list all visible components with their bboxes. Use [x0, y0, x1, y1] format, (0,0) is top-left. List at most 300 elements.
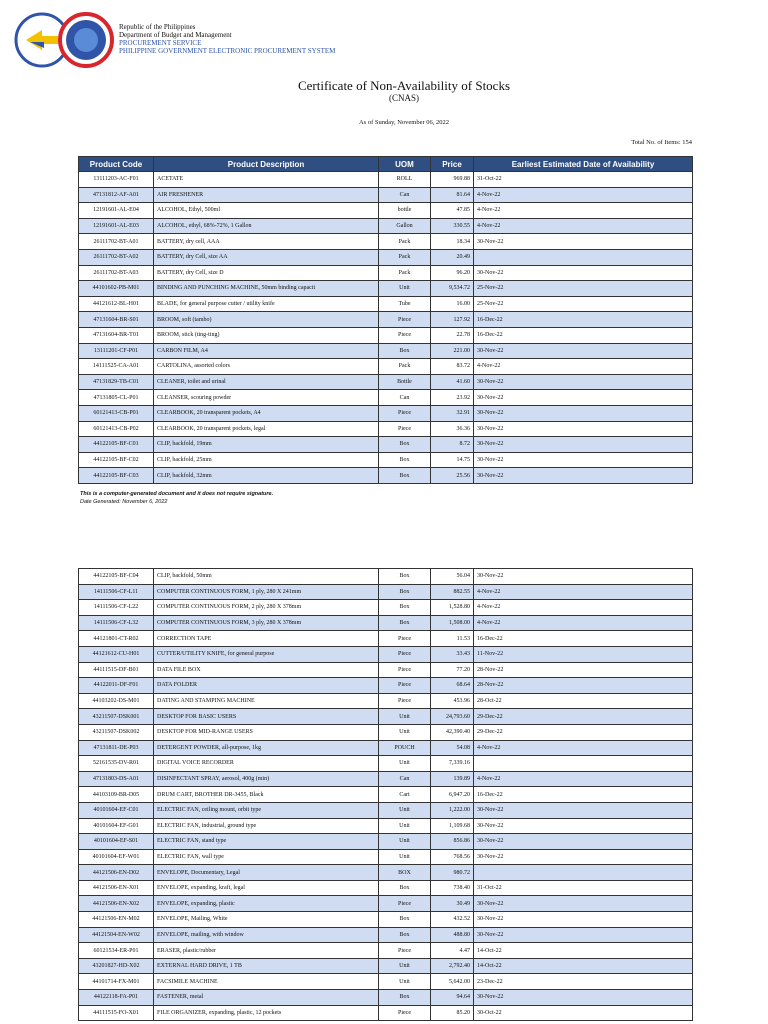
uom-cell: Piece	[379, 327, 431, 343]
uom-cell: Piece	[379, 693, 431, 709]
price-cell: 24,793.60	[431, 709, 474, 725]
price-cell: 36.36	[431, 421, 474, 437]
product-description-cell: DATA FOLDER	[154, 678, 379, 694]
price-cell: 768.56	[431, 849, 474, 865]
product-description-cell: CLEARBOOK, 20 transparent pockets, A4	[154, 405, 379, 421]
availability-date-cell: 30-Nov-22	[474, 405, 693, 421]
price-cell: 738.40	[431, 880, 474, 896]
price-cell: 23.92	[431, 390, 474, 406]
availability-date-cell: 4-Nov-22	[474, 615, 693, 631]
product-description-cell: BINDING AND PUNCHING MACHINE, 50mm binding capacit	[154, 281, 379, 297]
uom-cell: Unit	[379, 958, 431, 974]
product-description-cell: DIGITAL VOICE RECORDER	[154, 756, 379, 772]
uom-cell: Piece	[379, 662, 431, 678]
product-description-cell: DISINFECTANT SPRAY, aerosol, 400g (min)	[154, 771, 379, 787]
table-row	[79, 584, 693, 600]
price-cell: 127.92	[431, 312, 474, 328]
product-description-cell: ACETATE	[154, 172, 379, 188]
product-description-cell: CLIP, backfold, 32mm	[154, 468, 379, 484]
price-cell: 42,390.40	[431, 724, 474, 740]
uom-cell: Unit	[379, 834, 431, 850]
availability-date-cell: 30-Nov-22	[474, 234, 693, 250]
product-code-cell: 12191601-AL-E03	[79, 218, 154, 234]
availability-date-cell: 4-Nov-22	[474, 584, 693, 600]
availability-date-cell: 25-Nov-22	[474, 281, 693, 297]
product-description-cell: CARTOLINA, assorted colors	[154, 359, 379, 375]
uom-cell: Box	[379, 343, 431, 359]
product-code-cell: 44121506-EN-X02	[79, 896, 154, 912]
table-row	[79, 646, 693, 662]
product-description-cell: BROOM, stick (ting-ting)	[154, 327, 379, 343]
uom-cell: Pack	[379, 249, 431, 265]
product-code-cell: 47131805-CL-P01	[79, 390, 154, 406]
product-code-cell: 47131812-AF-A01	[79, 187, 154, 203]
availability-date-cell: 30-Nov-22	[474, 834, 693, 850]
product-code-cell: 14111506-CF-L32	[79, 615, 154, 631]
col-header-availability-date: Earliest Estimated Date of Availability	[474, 157, 693, 172]
table-row	[79, 249, 693, 265]
product-code-cell: 14111525-CA-A01	[79, 359, 154, 375]
product-code-cell: 52161535-DV-R01	[79, 756, 154, 772]
table-row	[79, 834, 693, 850]
product-description-cell: FACSIMILE MACHINE	[154, 974, 379, 990]
uom-cell: Box	[379, 615, 431, 631]
product-description-cell: DATA FILE BOX	[154, 662, 379, 678]
product-description-cell: ENVELOPE, expanding, kraft, legal	[154, 880, 379, 896]
price-cell: 7,339.16	[431, 756, 474, 772]
availability-date-cell: 4-Nov-22	[474, 187, 693, 203]
product-description-cell: ENVELOPE, Mailing, White	[154, 912, 379, 928]
document-subtitle: (CNAS)	[388, 93, 419, 103]
table-row	[79, 724, 693, 740]
product-code-cell: 60121413-CB-P01	[79, 405, 154, 421]
table-row	[79, 880, 693, 896]
product-description-cell: ALCOHOL, Ethyl, 500ml	[154, 203, 379, 219]
product-description-cell: AIR FRESHENER	[154, 187, 379, 203]
table-row	[79, 740, 693, 756]
price-cell: 856.86	[431, 834, 474, 850]
uom-cell: Box	[379, 452, 431, 468]
product-description-cell: DESKTOP FOR BASIC USERS	[154, 709, 379, 725]
availability-date-cell: 4-Nov-22	[474, 203, 693, 219]
table-row	[79, 787, 693, 803]
table-row	[79, 849, 693, 865]
price-cell: 25.56	[431, 468, 474, 484]
product-description-cell: COMPUTER CONTINUOUS FORM, 1 ply, 280 X 241mm	[154, 584, 379, 600]
product-code-cell: 44122011-DF-F01	[79, 678, 154, 694]
availability-date-cell: 30-Nov-22	[474, 802, 693, 818]
uom-cell: Piece	[379, 421, 431, 437]
product-description-cell: CLEANSER, scouring powder	[154, 390, 379, 406]
table-row	[79, 374, 693, 390]
uom-cell: Unit	[379, 724, 431, 740]
price-cell: 2,792.40	[431, 958, 474, 974]
table-row	[79, 865, 693, 881]
uom-cell: Piece	[379, 896, 431, 912]
price-cell: 14.75	[431, 452, 474, 468]
product-code-cell: 40101604-EF-C01	[79, 802, 154, 818]
availability-date-cell: 30-Nov-22	[474, 927, 693, 943]
product-description-cell: CLIP, backfold, 25mm	[154, 452, 379, 468]
product-code-cell: 44101602-PB-M01	[79, 281, 154, 297]
uom-cell: POUCH	[379, 740, 431, 756]
table-row	[79, 709, 693, 725]
product-code-cell: 44121801-CT-R02	[79, 631, 154, 647]
uom-cell: bottle	[379, 203, 431, 219]
table-row	[79, 265, 693, 281]
table-row	[79, 974, 693, 990]
product-code-cell: 43201827-HD-X02	[79, 958, 154, 974]
price-cell: 33.43	[431, 646, 474, 662]
product-code-cell: 44122105-BF-C03	[79, 468, 154, 484]
uom-cell: Box	[379, 912, 431, 928]
price-cell: 85.20	[431, 1005, 474, 1021]
uom-cell: Unit	[379, 709, 431, 725]
availability-date-cell: 31-Oct-22	[474, 172, 693, 188]
table-row	[79, 187, 693, 203]
product-code-cell: 13111201-CF-P01	[79, 343, 154, 359]
product-code-cell: 47131803-DS-A01	[79, 771, 154, 787]
table-row	[79, 818, 693, 834]
product-description-cell: FASTENER, metal	[154, 990, 379, 1006]
price-cell: 18.34	[431, 234, 474, 250]
product-description-cell: ENVELOPE, Documentary, Legal	[154, 865, 379, 881]
availability-date-cell: 30-Nov-22	[474, 818, 693, 834]
availability-date-cell: 14-Oct-22	[474, 958, 693, 974]
product-description-cell: FILE ORGANIZER, expanding, plastic, 12 pockets	[154, 1005, 379, 1021]
product-code-cell: 47131829-TB-C01	[79, 374, 154, 390]
product-code-cell: 44122105-BF-C02	[79, 452, 154, 468]
uom-cell: Piece	[379, 646, 431, 662]
availability-date-cell: 30-Nov-22	[474, 849, 693, 865]
product-description-cell: ALCOHOL, ethyl, 68%-72%, 1 Gallon	[154, 218, 379, 234]
product-description-cell: COMPUTER CONTINUOUS FORM, 2 ply, 280 X 378mm	[154, 600, 379, 616]
product-description-cell: ENVELOPE, expanding, plastic	[154, 896, 379, 912]
table-row	[79, 359, 693, 375]
product-code-cell: 60121413-CB-P02	[79, 421, 154, 437]
uom-cell: Unit	[379, 974, 431, 990]
product-description-cell: CUTTER/UTILITY KNIFE, for general purpose	[154, 646, 379, 662]
price-cell: 16.00	[431, 296, 474, 312]
uom-cell: Bottle	[379, 374, 431, 390]
table-row	[79, 1005, 693, 1021]
table-row	[79, 943, 693, 959]
product-code-cell: 44103109-BR-D05	[79, 787, 154, 803]
availability-date-cell: 28-Oct-22	[474, 693, 693, 709]
col-header-product-code: Product Code	[79, 157, 154, 172]
date-generated: Date Generated: November 6, 2022	[80, 499, 168, 505]
table-row	[79, 405, 693, 421]
price-cell: 6,947.20	[431, 787, 474, 803]
table-row	[79, 437, 693, 453]
uom-cell: Box	[379, 468, 431, 484]
availability-date-cell: 30-Nov-22	[474, 896, 693, 912]
product-description-cell: DESKTOP FOR MID-RANGE USERS	[154, 724, 379, 740]
availability-date-cell: 31-Oct-22	[474, 880, 693, 896]
table-row	[79, 421, 693, 437]
availability-date-cell: 4-Nov-22	[474, 600, 693, 616]
uom-cell: Can	[379, 771, 431, 787]
product-description-cell: CORRECTION TAPE	[154, 631, 379, 647]
price-cell: 47.85	[431, 203, 474, 219]
uom-cell: Can	[379, 187, 431, 203]
product-code-cell: 44121504-EN-W02	[79, 927, 154, 943]
availability-date-cell: 4-Nov-22	[474, 771, 693, 787]
price-cell: 54.08	[431, 740, 474, 756]
table-row	[79, 390, 693, 406]
product-description-cell: COMPUTER CONTINUOUS FORM, 3 ply, 280 X 378mm	[154, 615, 379, 631]
product-description-cell: ENVELOPE, mailing, with window	[154, 927, 379, 943]
price-cell: 221.00	[431, 343, 474, 359]
availability-date-cell: 30-Nov-22	[474, 390, 693, 406]
product-code-cell: 26111702-BT-A03	[79, 265, 154, 281]
availability-date-cell: 14-Oct-22	[474, 943, 693, 959]
product-description-cell: ERASER, plastic/rubber	[154, 943, 379, 959]
stock-table-page1	[78, 156, 693, 484]
product-description-cell: DATING AND STAMPING MACHINE	[154, 693, 379, 709]
uom-cell: Piece	[379, 312, 431, 328]
product-code-cell: 47131604-BR-T01	[79, 327, 154, 343]
availability-date-cell: 30-Nov-22	[474, 990, 693, 1006]
product-description-cell: CLIP, backfold, 50mm	[154, 569, 379, 585]
availability-date-cell: 11-Nov-22	[474, 646, 693, 662]
uom-cell: Box	[379, 880, 431, 896]
uom-cell: Unit	[379, 818, 431, 834]
price-cell: 77.20	[431, 662, 474, 678]
table-row	[79, 468, 693, 484]
uom-cell: Box	[379, 600, 431, 616]
uom-cell: Unit	[379, 802, 431, 818]
price-cell: 30.49	[431, 896, 474, 912]
availability-date-cell: 16-Dec-22	[474, 327, 693, 343]
availability-date-cell: 29-Dec-22	[474, 709, 693, 725]
price-cell: 41.60	[431, 374, 474, 390]
table-row	[79, 896, 693, 912]
availability-date-cell: 16-Dec-22	[474, 787, 693, 803]
product-description-cell: DETERGENT POWDER, all-purpose, 1kg	[154, 740, 379, 756]
table-row	[79, 600, 693, 616]
product-code-cell: 44122105-BF-C04	[79, 569, 154, 585]
table-row	[79, 343, 693, 359]
availability-date-cell	[474, 249, 693, 265]
product-code-cell: 44121612-BL-H01	[79, 296, 154, 312]
product-code-cell: 40101604-EF-G01	[79, 818, 154, 834]
product-description-cell: ELECTRIC FAN, stand type	[154, 834, 379, 850]
table-row	[79, 218, 693, 234]
product-description-cell: ELECTRIC FAN, ceiling mount, orbit type	[154, 802, 379, 818]
availability-date-cell: 28-Nov-22	[474, 678, 693, 694]
uom-cell: Piece	[379, 943, 431, 959]
org-line: PROCUREMENT SERVICE	[119, 39, 202, 47]
uom-cell: Gallon	[379, 218, 431, 234]
product-code-cell: 44103202-DS-M01	[79, 693, 154, 709]
uom-cell: Pack	[379, 359, 431, 375]
org-line: PHILIPPINE GOVERNMENT ELECTRONIC PROCUREMENT SYSTEM	[119, 47, 336, 55]
availability-date-cell: 29-Dec-22	[474, 724, 693, 740]
table-row	[79, 312, 693, 328]
computer-generated-note: This is a computer-generated document and it does not require signature.	[80, 491, 274, 497]
uom-cell: Cart	[379, 787, 431, 803]
availability-date-cell: 4-Nov-22	[474, 218, 693, 234]
col-header-price: Price	[431, 157, 474, 172]
price-cell: 882.55	[431, 584, 474, 600]
table-row	[79, 296, 693, 312]
table-row	[79, 234, 693, 250]
availability-date-cell: 4-Nov-22	[474, 359, 693, 375]
col-header-uom: UOM	[379, 157, 431, 172]
product-description-cell: BLADE, for general purpose cutter / utility knife	[154, 296, 379, 312]
product-code-cell: 44121506-EN-M02	[79, 912, 154, 928]
org-header	[119, 23, 335, 55]
availability-date-cell: 30-Nov-22	[474, 437, 693, 453]
uom-cell: Pack	[379, 234, 431, 250]
availability-date-cell: 30-Nov-22	[474, 421, 693, 437]
price-cell: 96.20	[431, 265, 474, 281]
table-row	[79, 912, 693, 928]
price-cell: 68.64	[431, 678, 474, 694]
table-row	[79, 569, 693, 585]
product-description-cell: ELECTRIC FAN, wall type	[154, 849, 379, 865]
price-cell: 1,109.68	[431, 818, 474, 834]
uom-cell: Box	[379, 927, 431, 943]
uom-cell: Box	[379, 584, 431, 600]
price-cell: 1,508.00	[431, 615, 474, 631]
availability-date-cell	[474, 865, 693, 881]
product-code-cell: 44101714-FX-M01	[79, 974, 154, 990]
price-cell: 432.52	[431, 912, 474, 928]
price-cell: 1,222.00	[431, 802, 474, 818]
org-line: Department of Budget and Management	[119, 31, 232, 39]
table-row	[79, 327, 693, 343]
product-description-cell: BATTERY, dry Cell, size D	[154, 265, 379, 281]
price-cell: 81.64	[431, 187, 474, 203]
as-of-date: As of Sunday, November 06, 2022	[358, 119, 450, 126]
ps-logo	[14, 12, 114, 68]
table-row	[79, 693, 693, 709]
price-cell: 453.96	[431, 693, 474, 709]
availability-date-cell: 30-Nov-22	[474, 912, 693, 928]
table-row	[79, 203, 693, 219]
price-cell: 32.91	[431, 405, 474, 421]
stock-table-page2	[78, 568, 693, 1021]
product-description-cell: BROOM, soft (tambo)	[154, 312, 379, 328]
uom-cell: Tube	[379, 296, 431, 312]
availability-date-cell: 30-Nov-22	[474, 452, 693, 468]
price-cell: 139.89	[431, 771, 474, 787]
price-cell: 56.04	[431, 569, 474, 585]
uom-cell: BOX	[379, 865, 431, 881]
document-title: Certificate of Non-Availability of Stocks	[297, 78, 511, 93]
product-code-cell: 44122118-FA-P01	[79, 990, 154, 1006]
table-row	[79, 281, 693, 297]
price-cell: 5,642.00	[431, 974, 474, 990]
product-code-cell: 43211507-DSK002	[79, 724, 154, 740]
price-cell: 980.72	[431, 865, 474, 881]
price-cell: 83.72	[431, 359, 474, 375]
table-row	[79, 452, 693, 468]
table-row	[79, 615, 693, 631]
availability-date-cell: 30-Oct-22	[474, 1005, 693, 1021]
availability-date-cell: 30-Nov-22	[474, 374, 693, 390]
uom-cell: Can	[379, 390, 431, 406]
availability-date-cell: 28-Nov-22	[474, 662, 693, 678]
product-code-cell: 47131811-DE-P03	[79, 740, 154, 756]
table-row	[79, 990, 693, 1006]
uom-cell: Unit	[379, 849, 431, 865]
uom-cell: Unit	[379, 756, 431, 772]
product-code-cell: 43211507-DSK001	[79, 709, 154, 725]
org-line: Republic of the Philippines	[119, 23, 196, 31]
table-row	[79, 678, 693, 694]
availability-date-cell	[474, 756, 693, 772]
price-cell: 9,534.72	[431, 281, 474, 297]
uom-cell: Box	[379, 990, 431, 1006]
uom-cell: ROLL	[379, 172, 431, 188]
product-code-cell: 44121506-EN-X01	[79, 880, 154, 896]
product-code-cell: 26111702-BT-A02	[79, 249, 154, 265]
availability-date-cell: 30-Nov-22	[474, 468, 693, 484]
table-row	[79, 662, 693, 678]
product-code-cell: 40101604-EF-S01	[79, 834, 154, 850]
uom-cell: Pack	[379, 265, 431, 281]
availability-date-cell: 16-Dec-22	[474, 631, 693, 647]
product-code-cell: 14111506-CF-L11	[79, 584, 154, 600]
availability-date-cell: 4-Nov-22	[474, 740, 693, 756]
price-cell: 330.55	[431, 218, 474, 234]
uom-cell: Piece	[379, 631, 431, 647]
table-row	[79, 756, 693, 772]
product-description-cell: BATTERY, dry Cell, size AA	[154, 249, 379, 265]
product-code-cell: 44121612-CU-H01	[79, 646, 154, 662]
availability-date-cell: 30-Nov-22	[474, 265, 693, 281]
total-items: Total No. of Items: 154	[631, 139, 692, 146]
product-code-cell: 60121534-ER-P01	[79, 943, 154, 959]
table-row	[79, 771, 693, 787]
product-description-cell: CLIP, backfold, 19mm	[154, 437, 379, 453]
product-code-cell: 44111515-DF-B01	[79, 662, 154, 678]
uom-cell: Piece	[379, 1005, 431, 1021]
uom-cell: Piece	[379, 405, 431, 421]
uom-cell: Box	[379, 437, 431, 453]
product-code-cell: 44111515-FO-X01	[79, 1005, 154, 1021]
availability-date-cell: 23-Dec-22	[474, 974, 693, 990]
table-row	[79, 958, 693, 974]
product-description-cell: CARBON FILM, A4	[154, 343, 379, 359]
availability-date-cell: 16-Dec-22	[474, 312, 693, 328]
table-row	[79, 172, 693, 188]
uom-cell: Box	[379, 569, 431, 585]
product-code-cell: 14111506-CF-L22	[79, 600, 154, 616]
product-code-cell: 44122105-BF-C01	[79, 437, 154, 453]
uom-cell: Unit	[379, 281, 431, 297]
availability-date-cell: 25-Nov-22	[474, 296, 693, 312]
availability-date-cell: 30-Nov-22	[474, 343, 693, 359]
availability-date-cell: 30-Nov-22	[474, 569, 693, 585]
price-cell: 1,528.80	[431, 600, 474, 616]
product-code-cell: 47131604-BR-S01	[79, 312, 154, 328]
price-cell: 969.88	[431, 172, 474, 188]
product-description-cell: CLEANER, toilet and urinal	[154, 374, 379, 390]
price-cell: 11.53	[431, 631, 474, 647]
price-cell: 4.47	[431, 943, 474, 959]
table-row	[79, 631, 693, 647]
product-code-cell: 12191601-AL-E04	[79, 203, 154, 219]
table-row	[79, 927, 693, 943]
price-cell: 22.78	[431, 327, 474, 343]
product-description-cell: CLEARBOOK, 20 transparent pockets, legal	[154, 421, 379, 437]
uom-cell: Piece	[379, 678, 431, 694]
price-cell: 20.49	[431, 249, 474, 265]
